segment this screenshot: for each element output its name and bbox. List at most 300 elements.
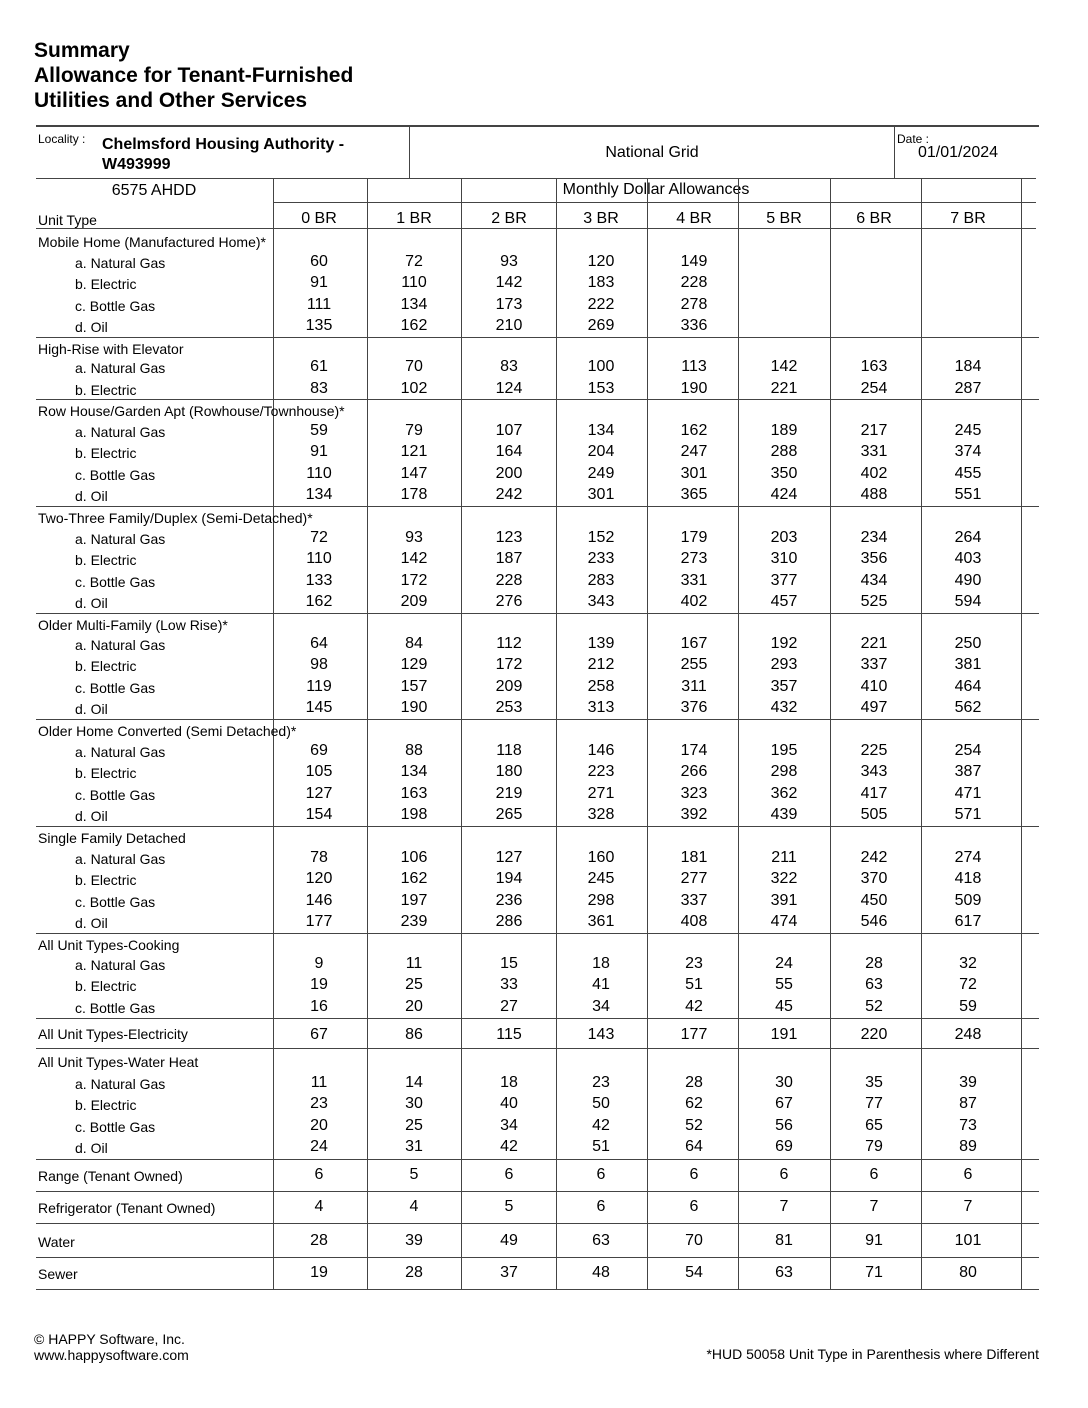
table-cell: 20: [310, 1117, 328, 1134]
table-cell: 391: [770, 892, 798, 909]
table-cell: 67: [775, 1095, 793, 1112]
table-cell: 28: [685, 1074, 703, 1091]
group-separator: [36, 719, 1039, 720]
table-cell: 86: [405, 1026, 423, 1043]
table-cell: 72: [959, 976, 977, 993]
table-cell: 239: [400, 913, 428, 930]
table-cell: 376: [680, 699, 708, 716]
table-cell: 51: [685, 976, 703, 993]
title-line-2: Allowance for Tenant-Furnished: [34, 64, 354, 87]
group-separator: [36, 933, 1039, 934]
table-cell: 172: [400, 572, 428, 589]
table-cell: 79: [865, 1138, 883, 1155]
table-cell: 551: [954, 486, 982, 503]
locality-name-line-2: W493999: [102, 156, 171, 173]
table-cell: 488: [860, 486, 888, 503]
row-label: a. Natural Gas: [75, 851, 166, 867]
table-cell: 40: [500, 1095, 518, 1112]
table-cell: 63: [865, 976, 883, 993]
table-cell: 16: [310, 998, 328, 1015]
table-cell: 142: [770, 358, 798, 375]
table-cell: 45: [775, 998, 793, 1015]
table-cell: 60: [310, 253, 328, 270]
table-cell: 234: [860, 529, 888, 546]
table-cell: 9: [314, 955, 324, 972]
table-cell: 424: [770, 486, 798, 503]
group-separator: [36, 1048, 1039, 1049]
table-cell: 67: [310, 1026, 328, 1043]
table-cell: 105: [305, 763, 333, 780]
table-cell: 266: [680, 763, 708, 780]
table-cell: 276: [495, 593, 523, 610]
table-cell: 6: [596, 1198, 606, 1215]
table-cell: 18: [500, 1074, 518, 1091]
table-cell: 4: [409, 1198, 419, 1215]
group-separator: [36, 337, 1039, 338]
table-cell: 52: [865, 998, 883, 1015]
table-cell: 278: [680, 296, 708, 313]
table-cell: 211: [771, 849, 797, 866]
table-cell: 403: [954, 550, 982, 567]
table-cell: 23: [685, 955, 703, 972]
footer-left: [34, 1331, 189, 1363]
table-cell: 471: [954, 785, 982, 802]
table-cell: 127: [495, 849, 523, 866]
table-cell: 42: [685, 998, 703, 1015]
table-cell: 189: [770, 422, 798, 439]
copyright: © HAPPY Software, Inc.: [34, 1331, 185, 1347]
row-label-refrigerator-tenant-owned: Refrigerator (Tenant Owned): [38, 1200, 216, 1216]
table-cell: 298: [770, 763, 798, 780]
table-cell: 25: [405, 976, 423, 993]
row-label: c. Bottle Gas: [75, 1119, 156, 1135]
row-label: d. Oil: [75, 595, 108, 611]
group-separator: [36, 1223, 1039, 1224]
table-cell: 343: [587, 593, 615, 610]
table-cell: 228: [680, 274, 708, 291]
row-label-range-tenant-owned: Range (Tenant Owned): [38, 1168, 183, 1184]
table-cell: 91: [865, 1232, 883, 1249]
row-label: c. Bottle Gas: [75, 680, 156, 696]
table-cell: 98: [310, 656, 328, 673]
group-label-mobile-home-manufactured-home: Mobile Home (Manufactured Home)*: [38, 234, 266, 250]
table-cell: 180: [495, 763, 523, 780]
table-cell: 7: [963, 1198, 973, 1215]
column-divider: [367, 179, 368, 1289]
table-cell: 89: [959, 1138, 977, 1155]
group-label-all-unit-types-water-heat: All Unit Types-Water Heat: [38, 1054, 199, 1070]
locality-name: [102, 135, 344, 175]
table-cell: 219: [495, 785, 523, 802]
table-cell: 162: [400, 317, 428, 334]
table-cell: 62: [685, 1095, 703, 1112]
table-cell: 197: [400, 892, 428, 909]
column-header-0br: 0 BR: [301, 210, 337, 227]
table-cell: 361: [587, 913, 615, 930]
table-cell: 402: [860, 465, 888, 482]
table-cell: 147: [400, 465, 428, 482]
table-cell: 120: [587, 253, 615, 270]
row-label: d. Oil: [75, 488, 108, 504]
table-cell: 254: [954, 742, 982, 759]
table-cell: 23: [310, 1095, 328, 1112]
table-cell: 248: [954, 1026, 982, 1043]
table-cell: 233: [587, 550, 615, 567]
locality-name-line-1: Chelmsford Housing Authority -: [102, 136, 345, 153]
group-separator: [36, 1257, 1039, 1258]
table-cell: 174: [680, 742, 708, 759]
table-cell: 225: [860, 742, 888, 759]
row-label: b. Electric: [75, 1097, 137, 1113]
table-cell: 143: [587, 1026, 615, 1043]
row-label: d. Oil: [75, 808, 108, 824]
table-cell: 134: [400, 296, 428, 313]
table-cell: 30: [775, 1074, 793, 1091]
table-cell: 63: [592, 1232, 610, 1249]
table-cell: 64: [685, 1138, 703, 1155]
table-cell: 102: [400, 380, 428, 397]
table-cell: 72: [310, 529, 328, 546]
table-cell: 191: [770, 1026, 798, 1043]
table-cell: 59: [310, 422, 328, 439]
table-cell: 84: [405, 635, 423, 652]
table-cell: 113: [681, 358, 707, 375]
column-header-1br: 1 BR: [396, 210, 432, 227]
row-label: b. Electric: [75, 658, 137, 674]
program-code: 6575 AHDD: [111, 182, 197, 199]
website: www.happysoftware.com: [34, 1347, 189, 1363]
table-cell: 293: [770, 656, 798, 673]
column-divider: [556, 179, 557, 1289]
table-cell: 111: [306, 296, 332, 313]
table-cell: 110: [401, 274, 427, 291]
table-cell: 228: [495, 572, 523, 589]
table-cell: 328: [587, 806, 615, 823]
table-cell: 178: [400, 486, 428, 503]
table-cell: 222: [587, 296, 615, 313]
table-cell: 179: [680, 529, 708, 546]
group-label-older-home-converted-semi-detached: Older Home Converted (Semi Detached)*: [38, 723, 297, 739]
footnote: *HUD 50058 Unit Type in Parenthesis where Different: [706, 1346, 1039, 1362]
table-cell: 209: [400, 593, 428, 610]
table-cell: 135: [305, 317, 333, 334]
table-cell: 72: [405, 253, 423, 270]
table-cell: 27: [500, 998, 518, 1015]
table-cell: 381: [954, 656, 982, 673]
locality-label: Locality :: [38, 132, 86, 146]
table-cell: 562: [954, 699, 982, 716]
allowances-heading: Monthly Dollar Allowances: [562, 181, 750, 198]
table-cell: 247: [680, 443, 708, 460]
table-cell: 417: [860, 785, 888, 802]
table-cell: 83: [500, 358, 518, 375]
table-cell: 455: [954, 465, 982, 482]
table-cell: 121: [400, 443, 428, 460]
table-cell: 110: [306, 550, 332, 567]
row-label: c. Bottle Gas: [75, 894, 156, 910]
table-cell: 217: [860, 422, 888, 439]
table-cell: 5: [409, 1166, 419, 1183]
table-cell: 6: [779, 1166, 789, 1183]
table-cell: 133: [305, 572, 333, 589]
row-label: d. Oil: [75, 915, 108, 931]
row-label: a. Natural Gas: [75, 744, 166, 760]
table-cell: 78: [310, 849, 328, 866]
table-cell: 79: [405, 422, 423, 439]
table-cell: 301: [680, 465, 708, 482]
unit-type-heading: Unit Type: [38, 212, 97, 228]
header-top-rule: [36, 125, 1039, 127]
row-label: b. Electric: [75, 276, 137, 292]
table-cell: 145: [305, 699, 333, 716]
header-divider-2: [894, 126, 895, 178]
title-line-3: Utilities and Other Services: [34, 89, 308, 112]
table-cell: 434: [860, 572, 888, 589]
table-cell: 173: [495, 296, 523, 313]
table-cell: 71: [865, 1264, 883, 1281]
table-cell: 204: [587, 443, 615, 460]
group-label-row-house-garden-apt-rowhouse-townhouse: Row House/Garden Apt (Rowhouse/Townhouse)*: [38, 403, 345, 419]
column-divider: [830, 179, 831, 1289]
table-cell: 546: [860, 913, 888, 930]
table-cell: 242: [860, 849, 888, 866]
table-cell: 392: [680, 806, 708, 823]
table-cell: 172: [495, 656, 523, 673]
table-cell: 162: [680, 422, 708, 439]
table-cell: 298: [587, 892, 615, 909]
table-cell: 61: [310, 358, 328, 375]
table-cell: 93: [405, 529, 423, 546]
table-cell: 28: [405, 1264, 423, 1281]
table-cell: 255: [680, 656, 708, 673]
table-cell: 134: [305, 486, 333, 503]
table-cell: 408: [680, 913, 708, 930]
table-cell: 65: [865, 1117, 883, 1134]
table-cell: 120: [305, 870, 333, 887]
column-header-3br: 3 BR: [583, 210, 619, 227]
table-cell: 48: [592, 1264, 610, 1281]
table-cell: 177: [680, 1026, 708, 1043]
table-cell: 323: [680, 785, 708, 802]
table-cell: 594: [954, 593, 982, 610]
table-cell: 221: [770, 380, 798, 397]
row-label: b. Electric: [75, 765, 137, 781]
table-cell: 192: [770, 635, 798, 652]
table-cell: 124: [495, 380, 523, 397]
column-header-2br: 2 BR: [491, 210, 527, 227]
table-cell: 70: [685, 1232, 703, 1249]
page-title: [34, 38, 353, 113]
table-cell: 100: [587, 358, 615, 375]
table-cell: 301: [587, 486, 615, 503]
table-cell: 184: [954, 358, 982, 375]
table-cell: 24: [310, 1138, 328, 1155]
table-cell: 331: [680, 572, 708, 589]
table-cell: 11: [310, 1074, 328, 1091]
table-cell: 142: [495, 274, 523, 291]
table-cell: 6: [689, 1166, 699, 1183]
row-label: a. Natural Gas: [75, 957, 166, 973]
table-cell: 163: [400, 785, 428, 802]
group-separator: [36, 613, 1039, 614]
row-label: c. Bottle Gas: [75, 787, 156, 803]
table-cell: 387: [954, 763, 982, 780]
table-cell: 19: [310, 976, 328, 993]
table-cell: 7: [779, 1198, 789, 1215]
utility-provider: National Grid: [605, 144, 699, 161]
table-cell: 223: [587, 763, 615, 780]
table-cell: 617: [954, 913, 982, 930]
table-cell: 253: [495, 699, 523, 716]
table-cell: 14: [405, 1074, 423, 1091]
table-cell: 439: [770, 806, 798, 823]
table-cell: 93: [500, 253, 518, 270]
row-label: d. Oil: [75, 701, 108, 717]
table-cell: 350: [770, 465, 798, 482]
table-cell: 212: [587, 656, 615, 673]
row-label-water: Water: [38, 1234, 75, 1250]
row-label: b. Electric: [75, 978, 137, 994]
table-cell: 42: [500, 1138, 518, 1155]
table-cell: 88: [405, 742, 423, 759]
table-cell: 6: [869, 1166, 879, 1183]
table-cell: 112: [496, 635, 522, 652]
group-separator: [36, 399, 1039, 400]
column-header-6br: 6 BR: [856, 210, 892, 227]
table-cell: 25: [405, 1117, 423, 1134]
group-separator: [36, 1289, 1039, 1290]
row-label: b. Electric: [75, 872, 137, 888]
table-cell: 69: [775, 1138, 793, 1155]
row-label-sewer: Sewer: [38, 1266, 78, 1282]
table-cell: 418: [954, 870, 982, 887]
group-label-two-three-family-duplex-semi-detached: Two-Three Family/Duplex (Semi-Detached)*: [38, 510, 313, 526]
table-cell: 41: [592, 976, 610, 993]
table-cell: 490: [954, 572, 982, 589]
table-cell: 356: [860, 550, 888, 567]
table-cell: 87: [959, 1095, 977, 1112]
table-cell: 177: [305, 913, 333, 930]
table-cell: 287: [954, 380, 982, 397]
table-cell: 19: [310, 1264, 328, 1281]
table-cell: 20: [405, 998, 423, 1015]
table-cell: 153: [587, 380, 615, 397]
table-cell: 181: [680, 849, 708, 866]
table-cell: 6: [504, 1166, 514, 1183]
group-separator: [36, 1018, 1039, 1019]
table-cell: 15: [500, 955, 518, 972]
table-cell: 311: [681, 678, 707, 695]
table-cell: 37: [500, 1264, 518, 1281]
table-cell: 242: [495, 486, 523, 503]
table-cell: 370: [860, 870, 888, 887]
table-cell: 52: [685, 1117, 703, 1134]
group-separator: [36, 506, 1039, 507]
table-cell: 474: [770, 913, 798, 930]
table-cell: 6: [314, 1166, 324, 1183]
table-cell: 91: [310, 274, 328, 291]
column-divider: [1021, 179, 1022, 1289]
row-label: c. Bottle Gas: [75, 574, 156, 590]
table-cell: 210: [495, 317, 523, 334]
table-cell: 31: [405, 1138, 423, 1155]
table-cell: 264: [954, 529, 982, 546]
row-label: a. Natural Gas: [75, 1076, 166, 1092]
table-cell: 377: [770, 572, 798, 589]
table-cell: 115: [496, 1026, 522, 1043]
table-cell: 362: [770, 785, 798, 802]
table-cell: 33: [500, 976, 518, 993]
row-label: c. Bottle Gas: [75, 298, 156, 314]
table-cell: 505: [860, 806, 888, 823]
row-label: b. Electric: [75, 552, 137, 568]
table-cell: 28: [865, 955, 883, 972]
group-separator: [36, 826, 1039, 827]
row-label: c. Bottle Gas: [75, 1000, 156, 1016]
row-label: a. Natural Gas: [75, 531, 166, 547]
row-label: a. Natural Gas: [75, 360, 166, 376]
table-cell: 313: [587, 699, 615, 716]
row-label: a. Natural Gas: [75, 424, 166, 440]
table-cell: 331: [860, 443, 888, 460]
table-cell: 4: [314, 1198, 324, 1215]
table-cell: 24: [775, 955, 793, 972]
table-cell: 190: [400, 699, 428, 716]
table-cell: 28: [310, 1232, 328, 1249]
table-cell: 80: [959, 1264, 977, 1281]
table-cell: 274: [954, 849, 982, 866]
date-value: 01/01/2024: [918, 144, 999, 161]
table-cell: 203: [770, 529, 798, 546]
table-cell: 5: [504, 1198, 514, 1215]
table-cell: 322: [770, 870, 798, 887]
header-bottom-rule: [36, 178, 1036, 179]
table-cell: 258: [587, 678, 615, 695]
column-header-rule: [36, 228, 1036, 229]
table-cell: 127: [305, 785, 333, 802]
table-cell: 50: [592, 1095, 610, 1112]
column-header-4br: 4 BR: [676, 210, 712, 227]
table-cell: 167: [680, 635, 708, 652]
table-cell: 198: [400, 806, 428, 823]
row-label: b. Electric: [75, 445, 137, 461]
table-cell: 402: [680, 593, 708, 610]
table-cell: 157: [400, 678, 428, 695]
table-cell: 283: [587, 572, 615, 589]
table-cell: 11: [405, 955, 423, 972]
table-cell: 200: [495, 465, 523, 482]
row-label: c. Bottle Gas: [75, 467, 156, 483]
table-cell: 34: [592, 998, 610, 1015]
table-cell: 336: [680, 317, 708, 334]
table-cell: 51: [592, 1138, 610, 1155]
group-separator: [36, 1191, 1039, 1192]
row-label: a. Natural Gas: [75, 255, 166, 271]
column-divider: [647, 179, 648, 1289]
date-label: Date :: [897, 132, 930, 146]
table-cell: 209: [495, 678, 523, 695]
table-cell: 337: [680, 892, 708, 909]
table-cell: 39: [959, 1074, 977, 1091]
group-label-high-rise-with-elevator: High-Rise with Elevator: [38, 341, 184, 357]
table-cell: 6: [596, 1166, 606, 1183]
table-cell: 365: [680, 486, 708, 503]
column-divider: [738, 179, 739, 1289]
table-cell: 6: [689, 1198, 699, 1215]
title-line-1: Summary: [34, 39, 130, 62]
row-label-all-unit-types-electricity: All Unit Types-Electricity: [38, 1026, 188, 1042]
table-cell: 250: [954, 635, 982, 652]
